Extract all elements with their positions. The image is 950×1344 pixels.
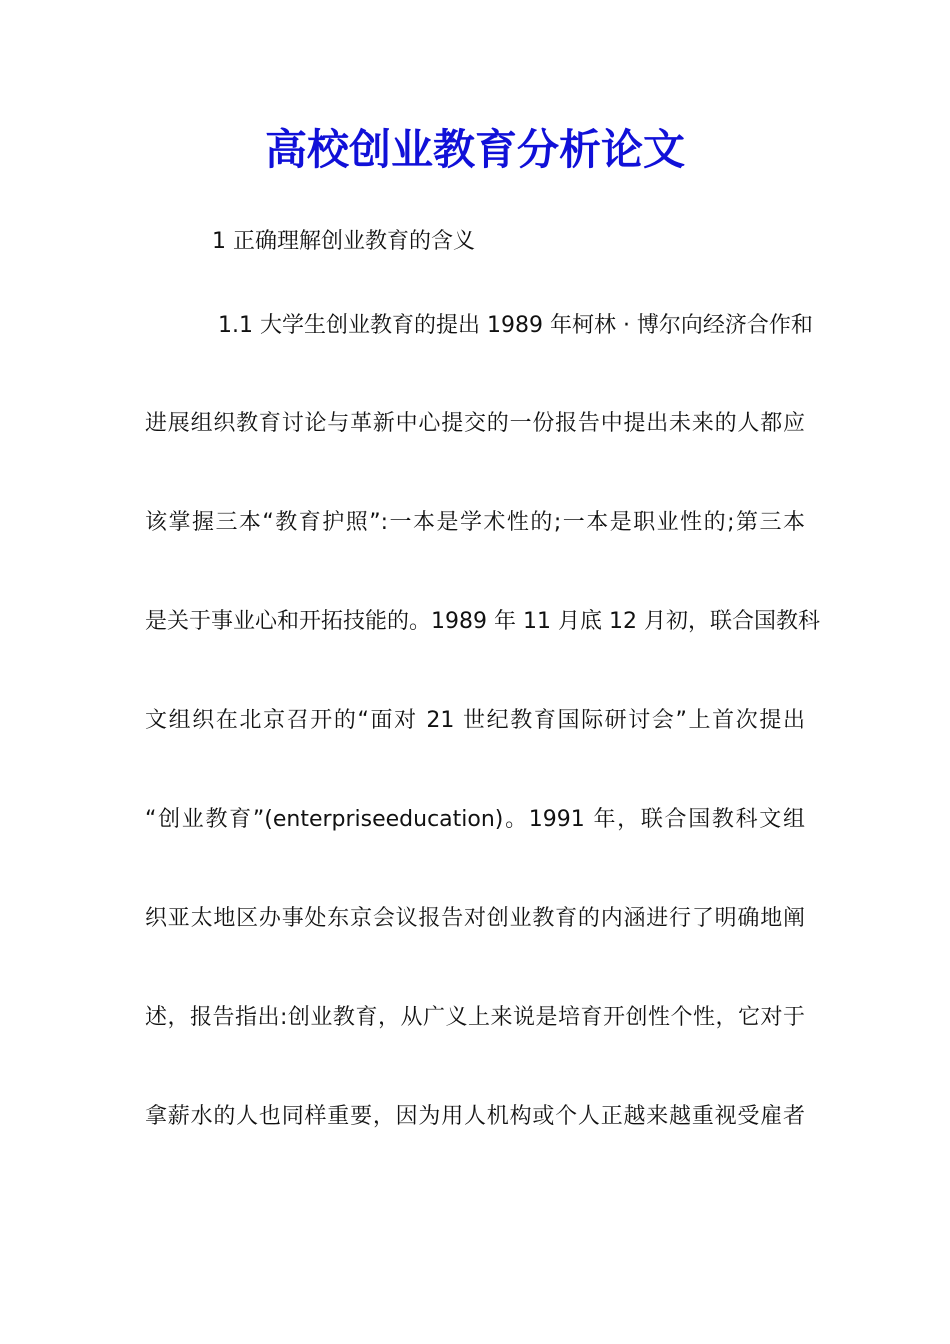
paragraph-line: “创业教育”(enterpriseeducation)。1991 年，联合国教科文组 xyxy=(145,807,805,832)
document-title: 高校创业教育分析论文 xyxy=(264,125,685,174)
paragraph-line: 拿薪水的人也同样重要，因为用人机构或个人正越来越重视受雇者 xyxy=(145,1104,805,1129)
paragraph-line: 文组织在北京召开的“面对 21 世纪教育国际研讨会”上首次提出 xyxy=(145,708,805,733)
paragraph-line: 是关于事业心和开拓技能的。1989 年 11 月底 12 月初，联合国教科 xyxy=(145,609,820,634)
section-heading: 1 正确理解创业教育的含义 xyxy=(212,229,475,254)
paragraph-line: 述，报告指出:创业教育，从广义上来说是培育开创性个性，它对于 xyxy=(145,1005,805,1030)
paragraph-line: 1.1 大学生创业教育的提出 1989 年柯林 · 博尔向经济合作和 xyxy=(218,313,813,338)
paragraph-line: 织亚太地区办事处东京会议报告对创业教育的内涵进行了明确地阐 xyxy=(145,906,805,931)
paragraph-line: 进展组织教育讨论与革新中心提交的一份报告中提出未来的人都应 xyxy=(145,411,805,436)
paragraph-line: 该掌握三本“教育护照”:一本是学术性的;一本是职业性的;第三本 xyxy=(145,510,805,535)
